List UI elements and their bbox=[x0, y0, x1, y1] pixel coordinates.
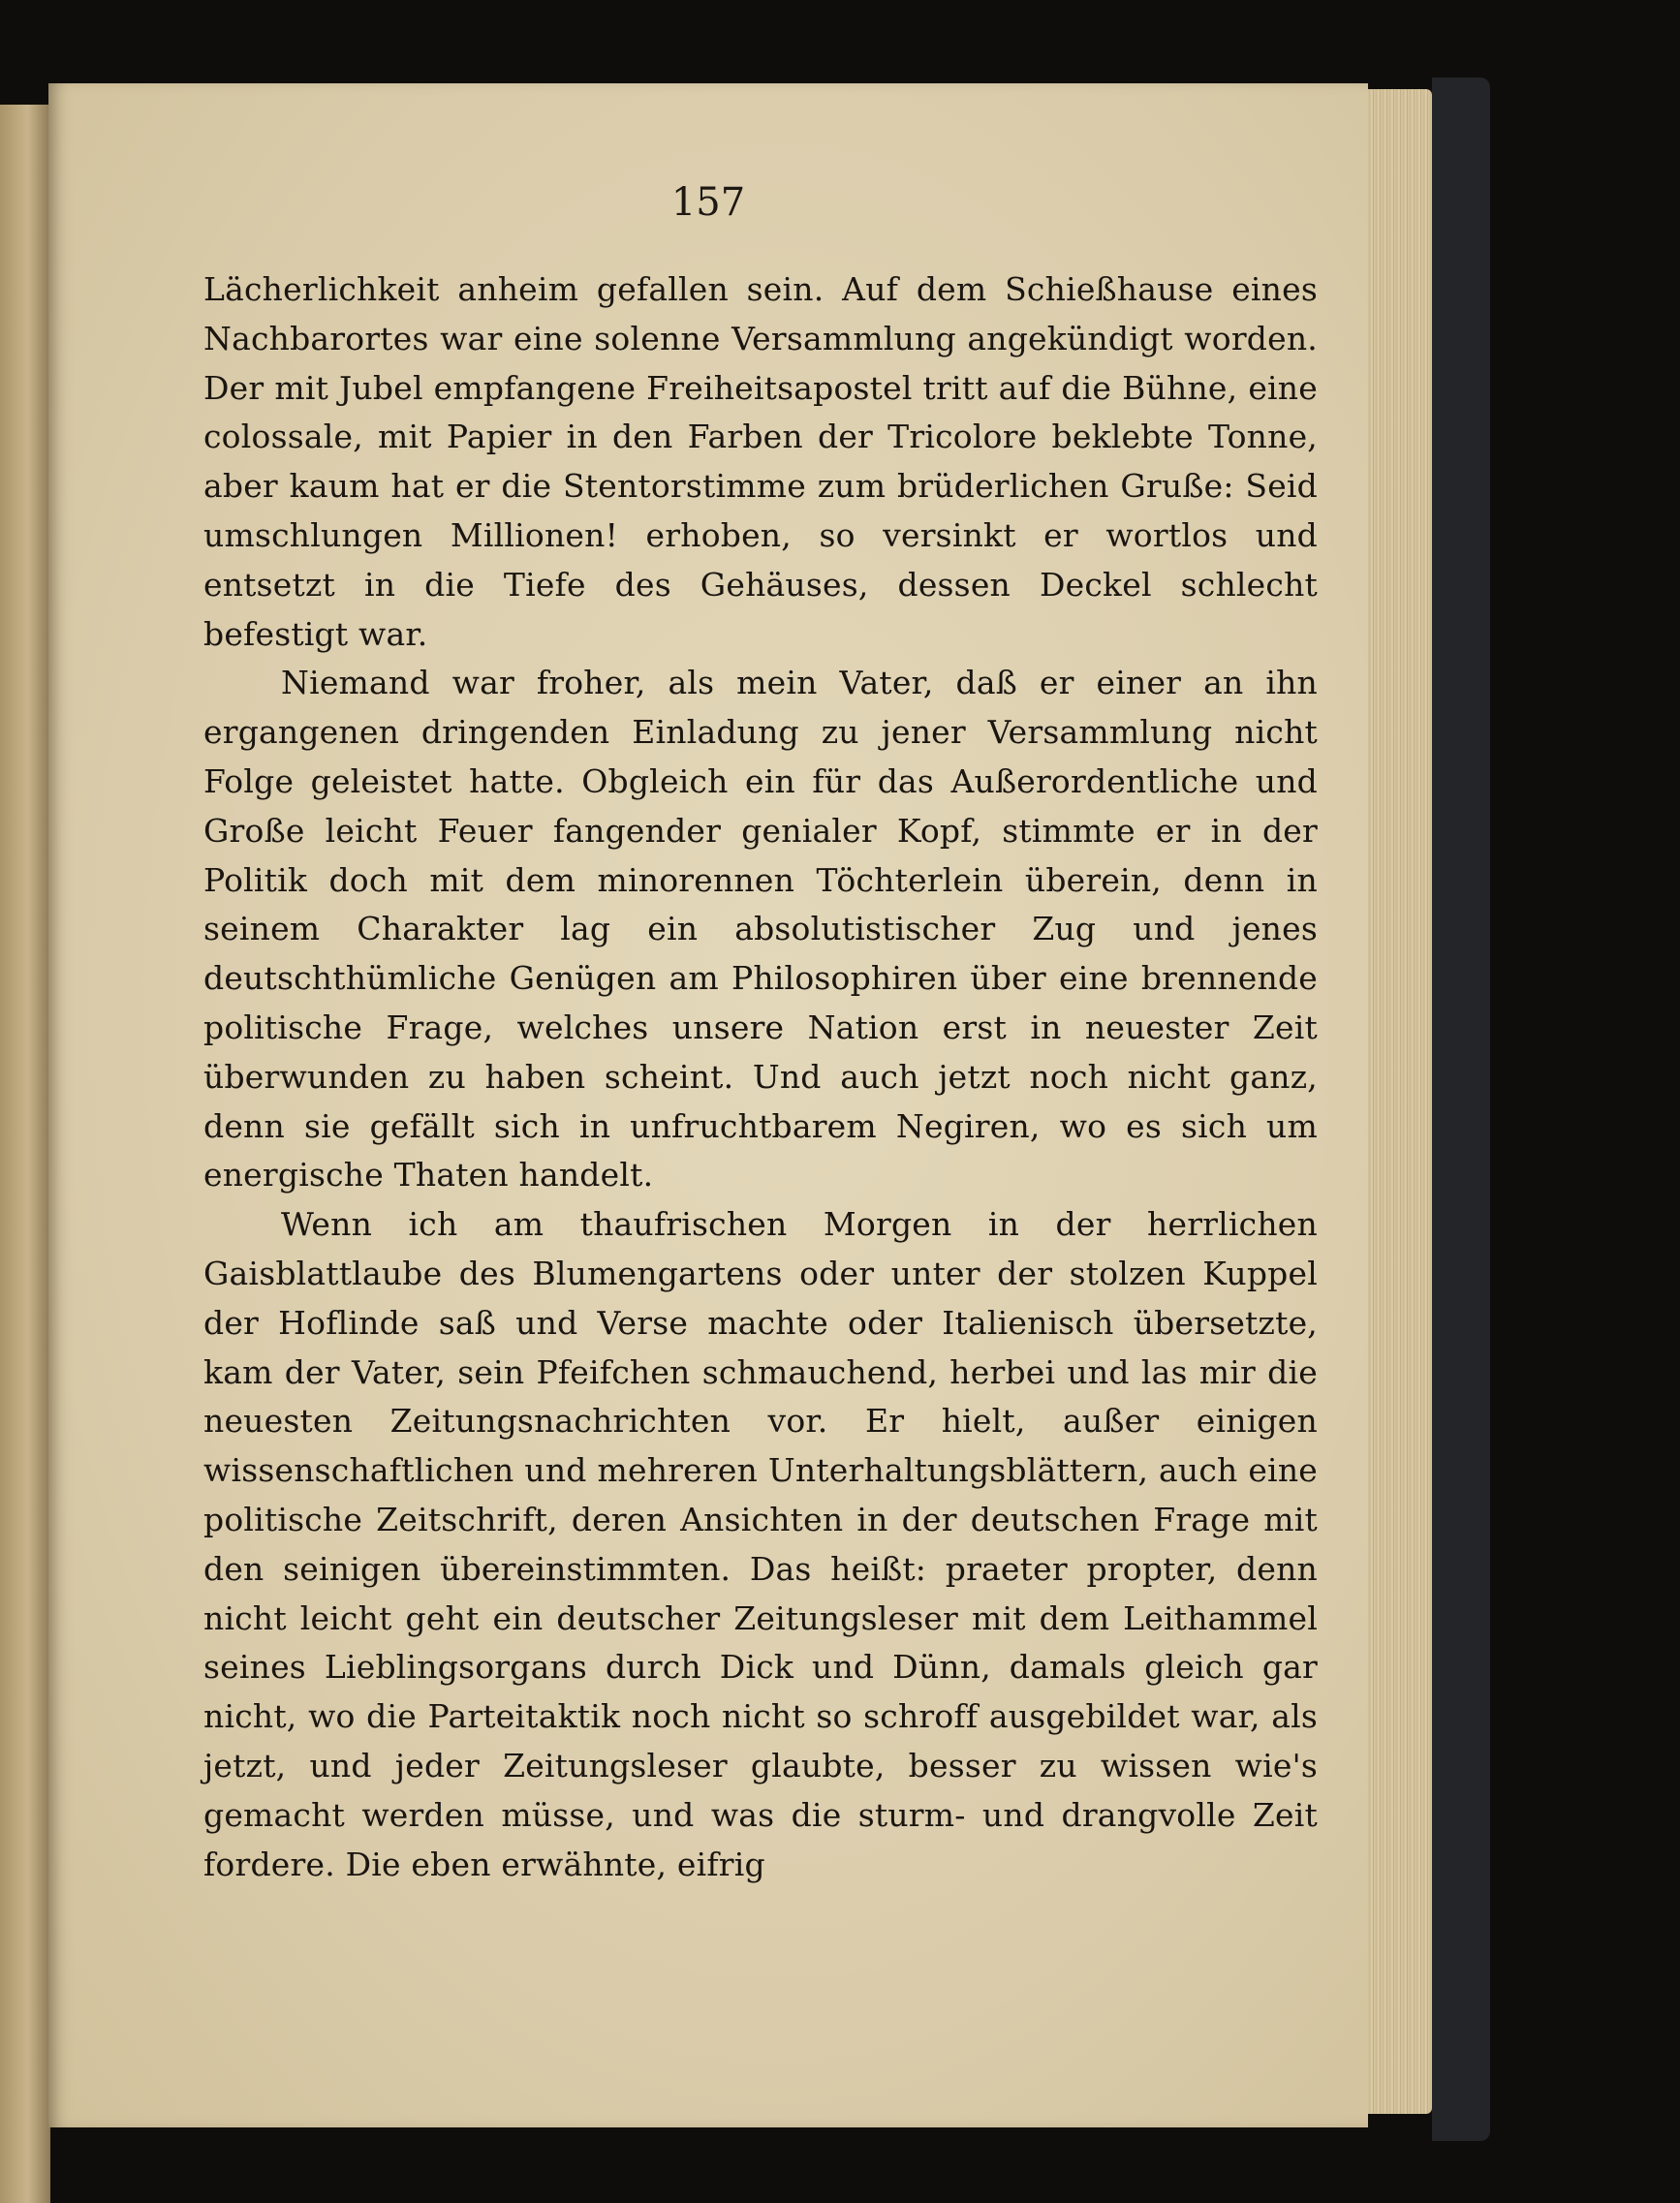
book-page bbox=[48, 83, 1368, 2127]
page-body-text bbox=[203, 265, 1318, 1889]
book-cover-edge bbox=[1432, 78, 1490, 2141]
previous-page-edge bbox=[0, 105, 50, 2203]
paragraph-3: Wenn ich am thaufrischen Morgen in der herrlichen Gaisblattlaube des Blumengartens oder unter der stolzen Kuppel der Hoflinde saß und Verse machte oder Italienisch übersetzte, kam der Vater, sein Pfeifchen schmauchend, herbei und las mir die neuesten Zeitungsnachrichten vor. Er hielt, außer einigen wissenschaftlichen und mehreren Unterhaltungsblättern, auch eine politische Zeitschrift, deren Ansichten in der deutschen Frage mit den seinigen übereinstimmten. Das heißt: praeter propter, denn nicht leicht geht ein deutscher Zeitungsleser mit dem Leithammel seines Lieblingsorgans durch Dick und Dünn, damals gleich gar nicht, wo die Parteitaktik noch nicht so schroff ausgebildet war, als jetzt, und jeder Zeitungsleser glaubte, besser zu wissen wie's gemacht werden müsse, und was die sturm- und drangvolle Zeit fordere. Die eben erwähnte, eifrig bbox=[203, 1205, 1318, 1883]
paragraph-2: Niemand war froher, als mein Vater, daß er einer an ihn ergangenen dringenden Einladung zu jener Versammlung nicht Folge geleistet hatte. Obgleich ein für das Außerordentliche und Große leicht Feuer fangender genialer Kopf, stimmte er in der Politik doch mit dem minorennen Töchterlein überein, denn in seinem Charakter lag ein absolutistischer Zug und jenes deutschthümliche Genügen am Philosophiren über eine brennende politische Frage, welches unsere Nation erst in neuester Zeit überwunden zu haben scheint. Und auch jetzt noch nicht ganz, denn sie gefällt sich in unfruchtbarem Negiren, wo es sich um energische Thaten handelt. bbox=[203, 664, 1318, 1195]
paragraph-1: Lächerlichkeit anheim gefallen sein. Auf dem Schießhause eines Nachbarortes war eine solenne Versammlung angekündigt worden. Der mit Jubel empfangene Freiheitsapostel tritt auf die Bühne, eine colossale, mit Papier in den Farben der Tricolore beklebte Tonne, aber kaum hat er die Stentorstimme zum brüderlichen Gruße: Seid umschlungen Millionen! erhoben, so versinkt er wortlos und entsetzt in die Tiefe des Gehäuses, dessen Deckel schlecht befestigt war. bbox=[203, 270, 1318, 653]
page-number: 157 bbox=[670, 180, 746, 225]
